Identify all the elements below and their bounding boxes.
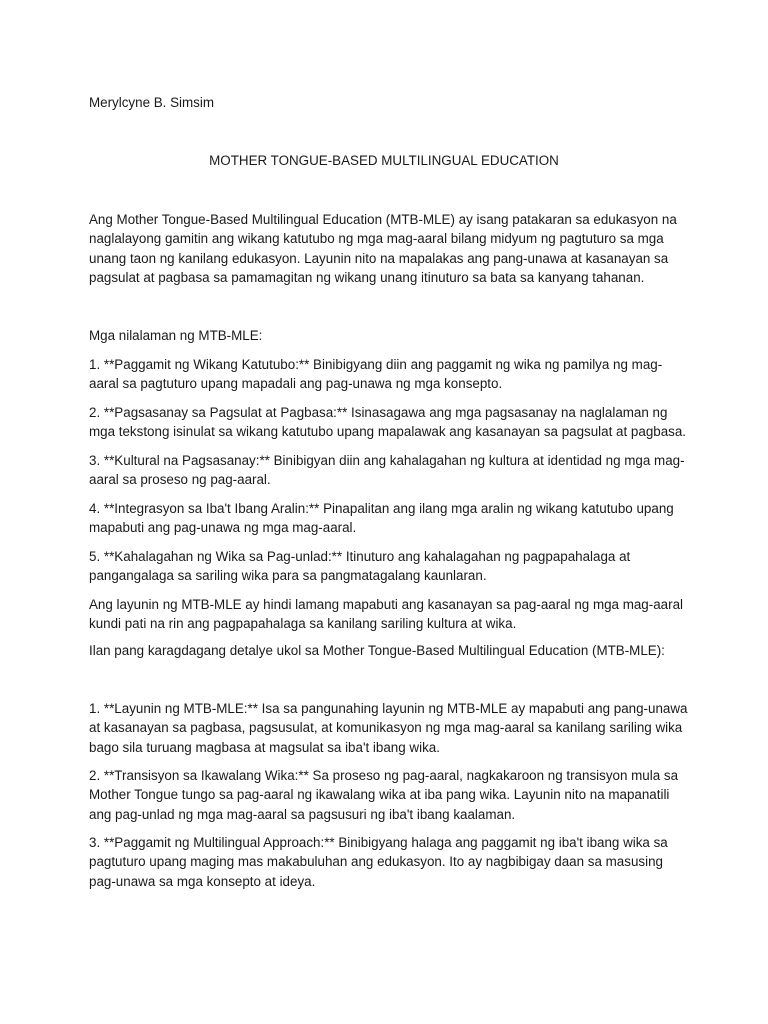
- contents-item-1: 1. **Paggamit ng Wikang Katutubo:** Binibigyang diin ang paggamit ng wika ng pamilya ng mag-aaral sa pagtuturo upang mapadali ang pag-unawa ng mga konsepto.: [89, 357, 663, 392]
- contents-item-4: 4. **Integrasyon sa Iba't Ibang Aralin:** Pinapalitan ang ilang mga aralin ng wikang katutubo upang mapabuti ang pag-unawa ng mga mag-aaral.: [89, 501, 674, 536]
- details-item-2: 2. **Transisyon sa Ikawalang Wika:** Sa proseso ng pag-aaral, nagkakaroon ng transisyon mula sa Mother Tongue tungo sa pag-aaral ng ikawalang wika at iba pang wika. Layunin nito na mapanatili ang pag-unlad ng mga mag-aaral sa pagsusuri ng iba't ibang kaalaman.: [89, 768, 679, 822]
- contents-item-2: 2. **Pagsasanay sa Pagsulat at Pagbasa:** Isinasagawa ang mga pagsasanay na naglalaman ng mga tekstong isinulat sa wikang katutubo upang mapalawak ang kasanayan sa pagsulat at pagbasa.: [89, 405, 687, 440]
- author-name: Merylcyne B. Simsim: [89, 95, 214, 110]
- details-heading: Ilan pang karagdagang detalye ukol sa Mother Tongue-Based Multilingual Education (MTB-MLE):: [89, 643, 665, 658]
- contents-heading: Mga nilalaman ng MTB-MLE:: [89, 328, 263, 343]
- details-item-3: 3. **Paggamit ng Multilingual Approach:** Binibigyang halaga ang paggamit ng iba't ibang wika sa pagtuturo upang maging mas makabuluhan ang edukasyon. Ito ay nagbibigay daan sa masusing pag-unawa sa mga konsepto at ideya.: [89, 835, 668, 889]
- details-item-1: 1. **Layunin ng MTB-MLE:** Isa sa pangunahing layunin ng MTB-MLE ay mapabuti ang pang-unawa at kasanayan sa pagbasa, pagsusulat, at komunikasyon ng mga mag-aaral sa kanilang sariling wika bago sila turuang magbasa at magsulat sa iba't ibang wika.: [89, 701, 688, 755]
- goal-paragraph: Ang layunin ng MTB-MLE ay hindi lamang mapabuti ang kasanayan sa pag-aaral ng mga mag-aaral kundi pati na rin ang pagpapahalaga sa kanilang sariling kultura at wika.: [89, 597, 683, 632]
- contents-item-5: 5. **Kahalagahan ng Wika sa Pag-unlad:** Itinuturo ang kahalagahan ng pagpapahalaga at pangangalaga sa sariling wika para sa pangmatagalang kaunlaran.: [89, 549, 631, 584]
- document-title: MOTHER TONGUE-BASED MULTILINGUAL EDUCATION: [209, 153, 559, 168]
- contents-item-3: 3. **Kultural na Pagsasanay:** Binibigyan diin ang kahalagahan ng kultura at identidad ng mga mag-aaral sa proseso ng pag-aaral.: [89, 453, 685, 488]
- intro-paragraph: Ang Mother Tongue-Based Multilingual Education (MTB-MLE) ay isang patakaran sa edukasyon na naglalayong gamitin ang wikang katutubo ng mga mag-aaral bilang midyum ng pagtuturo sa mga unang taon ng kanilang edukasyon. Layunin nito na mapalakas ang pang-unawa at kasanayan sa pagsulat at pagbasa sa pamamagitan ng wikang unang itinuturo sa bata sa kanyang tahanan.: [89, 212, 677, 285]
